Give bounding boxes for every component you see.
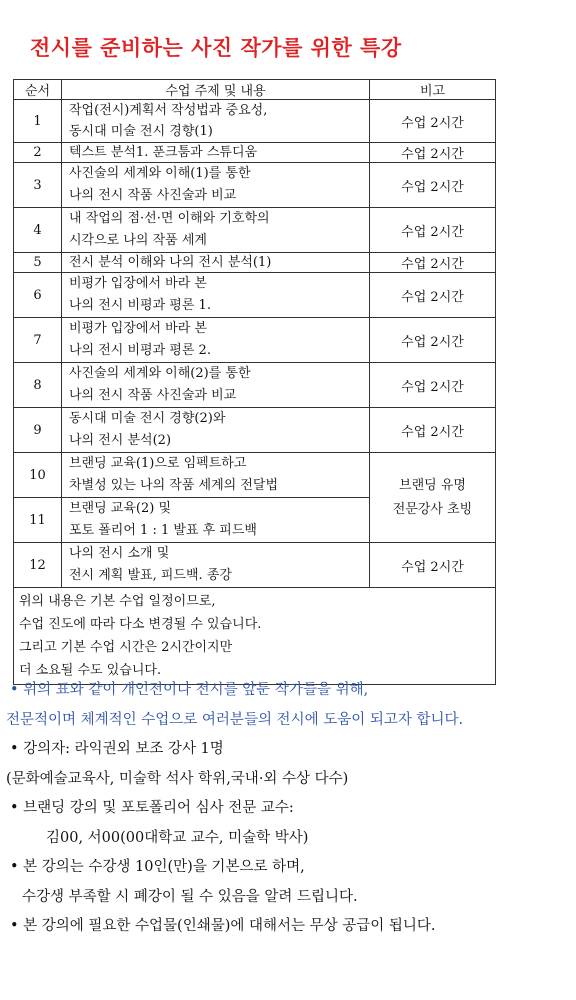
row-number: 7 [14,318,62,363]
page-title: 전시를 준비하는 사진 작가를 위한 특강 [30,36,402,60]
row-note: 수업 2시간 [370,363,496,408]
row-content-line: 나의 전시 분석(2) [69,433,172,448]
schedule-table [13,79,496,685]
row-content [62,408,370,453]
row-content-line: 텍스트 분석1. 푼크툼과 스튜디움 [69,145,258,160]
table-row [14,253,496,273]
row-note: 수업 2시간 [370,100,496,143]
row-note: 수업 2시간 [370,408,496,453]
table-row [14,208,496,253]
footnote-line: 위의 내용은 기본 수업 일정이므로, [19,594,216,609]
row-note: 수업 2시간 [370,143,496,163]
row-content-line: 나의 전시 비평과 평론 2. [69,343,211,358]
row-number: 11 [14,498,62,543]
lecturer-detail-line: (문화예술교육사, 미술학 석사 학위,국내·외 수상 다수) [6,770,349,787]
row-content-line: 시각으로 나의 작품 세계 [69,233,207,248]
table-row [14,143,496,163]
row-note: 수업 2시간 [370,273,496,318]
row-content [62,543,370,588]
intro-line-1: • 위의 표와 같이 개인전이나 전시를 앞둔 작가들을 위해, [10,682,369,698]
capacity-detail-line: 수강생 부족할 시 폐강이 될 수 있음을 알려 드립니다. [22,888,358,905]
row-content-line: 브랜딩 교육(2) 및 [69,501,172,516]
table-row [14,363,496,408]
row-content-line: 비평가 입장에서 바라 본 [69,321,207,336]
row-content-line: 사진술의 세계와 이해(2)를 통한 [69,366,251,381]
row-content-line: 나의 전시 작품 사진술과 비교 [69,188,237,203]
row-content [62,100,370,143]
row-number: 12 [14,543,62,588]
info-section [6,676,572,942]
table-row [14,163,496,208]
header-order: 순서 [14,80,62,100]
table-row [14,408,496,453]
row-number: 8 [14,363,62,408]
table-row [14,318,496,363]
header-note: 비고 [370,80,496,100]
row-content [62,453,370,498]
row-note: 수업 2시간 [370,318,496,363]
merged-note-line: 브랜딩 유명 [399,477,466,493]
table-row [14,453,496,498]
row-content-line: 차별성 있는 나의 작품 세계의 전달법 [69,478,279,493]
row-content [62,318,370,363]
row-content-line: 나의 전시 비평과 평론 1. [69,298,211,313]
table-footnote-row [14,588,496,685]
table-row [14,100,496,143]
row-note: 수업 2시간 [370,163,496,208]
capacity-line: • 본 강의는 수강생 10인(만)을 기본으로 하며, [10,859,305,875]
row-note: 수업 2시간 [370,253,496,273]
row-content-line: 나의 전시 소개 및 [69,546,170,561]
row-content-line: 동시대 미술 전시 경향(2)와 [69,411,226,426]
row-number: 4 [14,208,62,253]
footnote-line: 더 소요될 수도 있습니다. [19,663,162,678]
footnote-line: 그리고 기본 수업 시간은 2시간이지만 [19,640,233,655]
lecturer-line: • 강의자: 라익권외 보조 강사 1명 [10,741,224,757]
row-content [62,498,370,543]
row-number: 6 [14,273,62,318]
row-content [62,143,370,163]
row-content [62,363,370,408]
row-content-line: 동시대 미술 전시 경향(1) [69,124,213,139]
footnote-line: 수업 진도에 따라 다소 변경될 수 있습니다. [19,617,262,632]
row-content-line: 사진술의 세계와 이해(1)를 통한 [69,166,251,181]
materials-line: • 본 강의에 필요한 수업물(인쇄물)에 대해서는 무상 공급이 됩니다. [10,918,436,934]
row-content [62,163,370,208]
row-content-line: 비평가 입장에서 바라 본 [69,276,207,291]
merged-note [370,453,496,543]
row-content [62,208,370,253]
intro-line-2: 전문적이며 체계적인 수업으로 여러분들의 전시에 도움이 되고자 합니다. [6,711,464,728]
row-content-line: 포토 폴리어 1 : 1 발표 후 피드백 [69,523,257,538]
table-footnote [14,588,496,685]
table-header-row [14,80,496,100]
professor-line: • 브랜딩 강의 및 포토폴리어 심사 전문 교수: [10,800,294,816]
row-content-line: 전시 분석 이해와 나의 전시 분석(1) [69,255,272,270]
table-row [14,273,496,318]
row-number: 3 [14,163,62,208]
table-row [14,543,496,588]
merged-note-line: 전문강사 초빙 [392,501,473,517]
row-content [62,253,370,273]
row-content-line: 브랜딩 교육(1)으로 임펙트하고 [69,456,247,471]
row-content-line: 나의 전시 작품 사진술과 비교 [69,388,237,403]
row-content-line: 내 작업의 점·선·면 이해와 기호학의 [69,211,270,226]
professor-detail-line: 김00, 서00(00대학교 교수, 미술학 박사) [46,829,309,846]
row-content-line: 전시 계획 발표, 피드백. 종강 [69,568,232,583]
row-number: 1 [14,100,62,143]
header-topic: 수업 주제 및 내용 [62,80,370,100]
row-number: 9 [14,408,62,453]
row-number: 2 [14,143,62,163]
row-number: 10 [14,453,62,498]
row-content-line: 작업(전시)계획서 작성법과 중요성, [69,103,268,118]
row-content [62,273,370,318]
row-note: 수업 2시간 [370,543,496,588]
row-note: 수업 2시간 [370,208,496,253]
row-number: 5 [14,253,62,273]
